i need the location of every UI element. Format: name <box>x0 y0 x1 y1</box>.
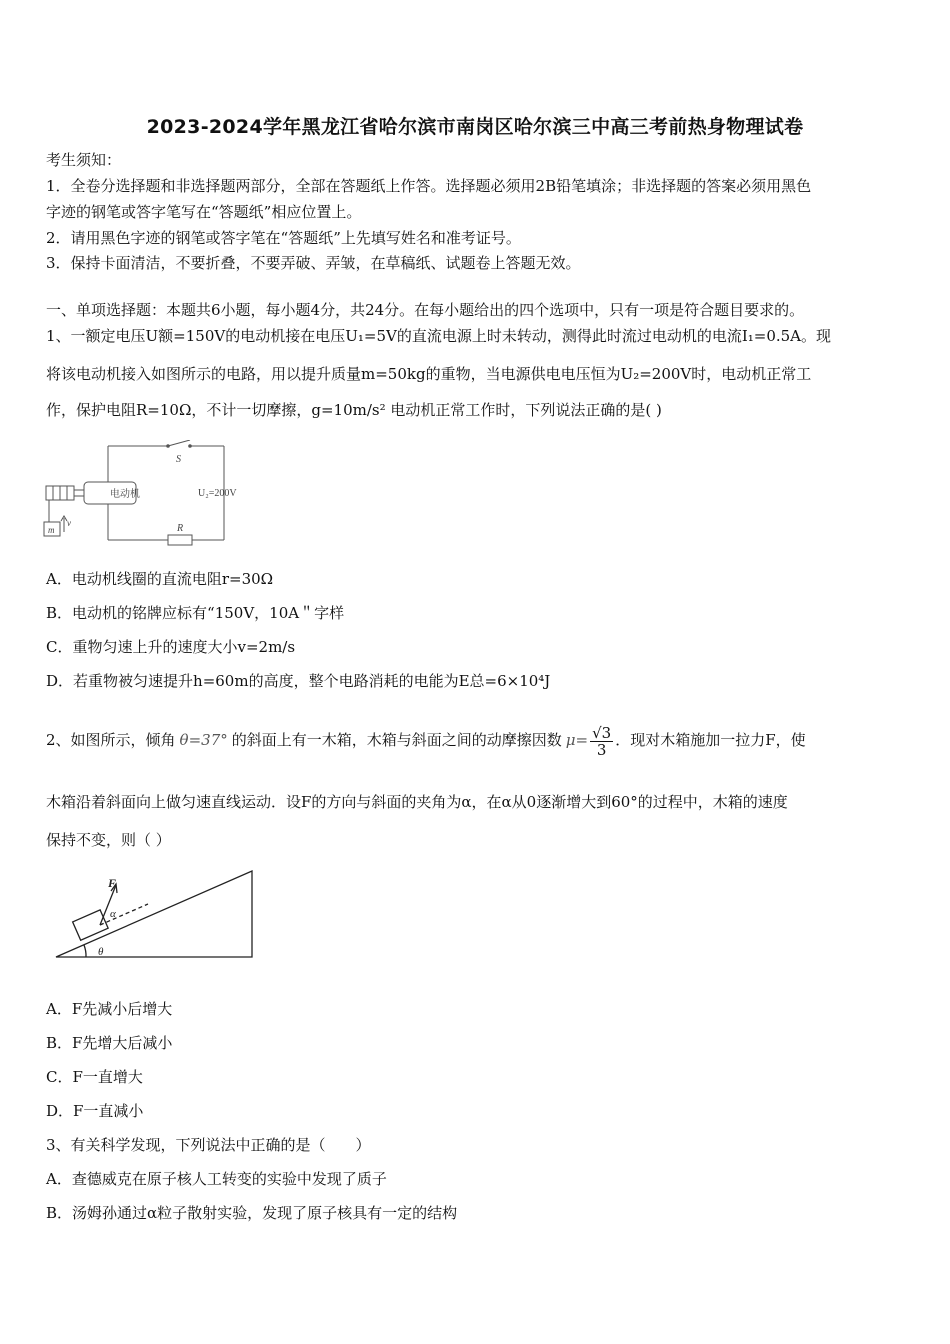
mu-denominator: 3 <box>596 740 607 759</box>
notice-heading: 考生须知： <box>46 151 122 169</box>
mu-label: μ= <box>565 731 589 749</box>
q2-option-d[interactable]: D．F一直减小 <box>46 1102 144 1120</box>
q2-stem-line-1 <box>46 720 806 760</box>
q3-option-b[interactable]: B．汤姆孙通过α粒子散射实验，发现了原子核具有一定的结构 <box>46 1204 458 1222</box>
q3-option-a[interactable]: A．查德威克在原子核人工转变的实验中发现了质子 <box>46 1170 387 1188</box>
q1-stem-line-2: 将该电动机接入如图所示的电路，用以提升质量m=50kg的重物，当电源供电电压恒为U₂=200V时，电动机正常工 <box>46 365 812 383</box>
notice-item-3: 3．保持卡面清洁，不要折叠，不要弄破、弄皱，在草稿纸、试题卷上答题无效。 <box>46 254 581 272</box>
q2-stem-part-c: ．现对木箱施加一拉力F，使 <box>615 731 806 749</box>
q1-circuit-diagram <box>40 440 260 552</box>
q2-option-c[interactable]: C．F一直增大 <box>46 1068 143 1086</box>
q1-option-c[interactable]: C．重物匀速上升的速度大小v=2m/s <box>46 638 296 656</box>
notice-item-1: 1．全卷分选择题和非选择题两部分，全部在答题纸上作答。选择题必须用2B铅笔填涂；非选择题的答案必须用黑色 <box>46 177 812 195</box>
mu-numerator: √3 <box>592 723 612 742</box>
q1-option-d[interactable]: D．若重物被匀速提升h=60m的高度，整个电路消耗的电能为E总=6×10⁴J <box>46 672 551 690</box>
alpha-label: α <box>110 908 116 920</box>
q2-stem-line-2: 木箱沿着斜面向上做匀速直线运动．设F的方向与斜面的夹角为α，在α从0逐渐增大到60°的过程中，木箱的速度 <box>46 793 788 811</box>
q2-stem-part-a: 2、如图所示，倾角 <box>46 731 176 749</box>
q2-incline-diagram <box>52 865 258 961</box>
mu-fraction <box>590 725 613 758</box>
box-shape <box>73 910 109 940</box>
voltage-label: U₂=200V <box>198 488 237 499</box>
q3-stem: 3、有关科学发现，下列说法中正确的是（ ） <box>46 1136 371 1154</box>
velocity-label: v <box>67 518 71 528</box>
q2-stem-line-3: 保持不变，则（ ） <box>46 831 171 849</box>
q1-stem-line-1: 1、一额定电压U额=150V的电动机接在电压U₁=5V的直流电源上时未转动，测得此时流过电动机的电流I₁=0.5A。现 <box>46 327 832 345</box>
q2-stem-part-b: 的斜面上有一木箱，木箱与斜面之间的动摩擦因数 <box>231 731 562 749</box>
motor-label: 电动机 <box>110 489 140 500</box>
incline-triangle <box>56 871 252 957</box>
notice-item-2: 2．请用黑色字迹的钢笔或答字笔在“答题纸”上先填写姓名和准考证号。 <box>46 229 521 247</box>
resistor-symbol <box>168 535 192 545</box>
mass-label: m <box>48 525 55 535</box>
resistor-label: R <box>177 523 184 534</box>
theta-expression: θ=37° <box>179 731 228 749</box>
q2-option-b[interactable]: B．F先增大后减小 <box>46 1034 173 1052</box>
force-label: F <box>108 876 117 890</box>
q1-stem-line-3: 作，保护电阻R=10Ω，不计一切摩擦，g=10m/s² 电动机正常工作时，下列说法正确的是( ) <box>46 401 662 419</box>
q1-option-a[interactable]: A．电动机线圈的直流电阻r=30Ω <box>46 570 274 588</box>
exam-title: 2023-2024学年黑龙江省哈尔滨市南岗区哈尔滨三中高三考前热身物理试卷 <box>146 116 804 138</box>
switch-label: S <box>176 454 181 465</box>
q2-option-a[interactable]: A．F先减小后增大 <box>46 1000 173 1018</box>
theta-label: θ <box>98 946 104 958</box>
notice-item-1-cont: 字迹的钢笔或答字笔写在“答题纸”相应位置上。 <box>46 203 362 221</box>
q1-option-b[interactable]: B．电动机的铭牌应标有“150V，10A＂字样 <box>46 604 345 622</box>
section-heading: 一、单项选择题：本题共6小题，每小题4分，共24分。在每小题给出的四个选项中，只有一项是符合题目要求的。 <box>46 301 805 319</box>
